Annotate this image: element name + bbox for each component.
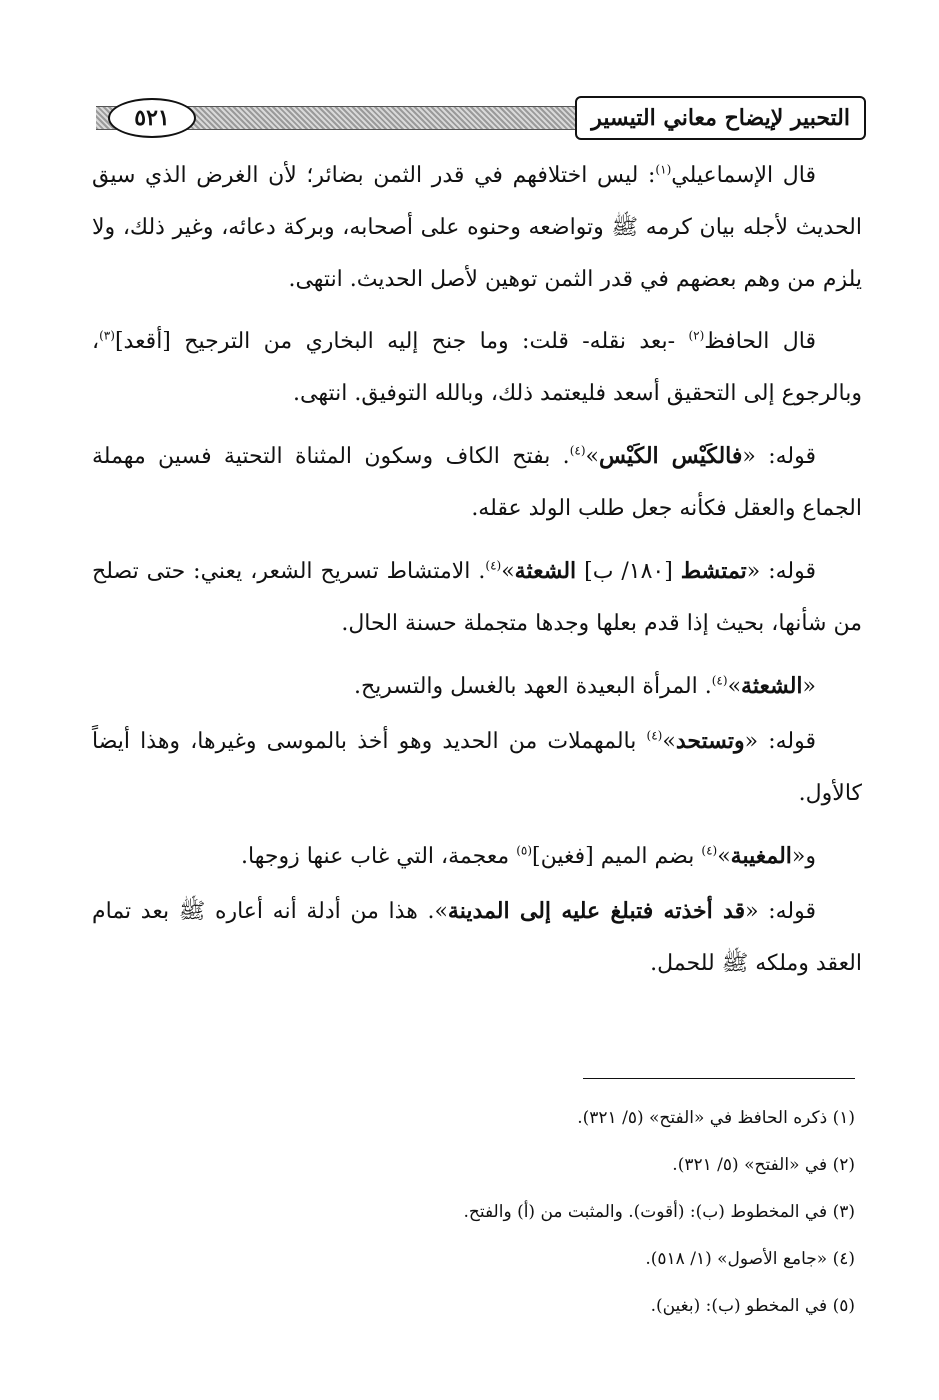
footnote-5: (٥) في المخطو (ب): (بغين). [650, 1296, 855, 1316]
text: قوله: « [745, 899, 816, 924]
quoted-term: وتستحد [675, 728, 745, 754]
footnote-ref: (٤) [569, 443, 586, 458]
quoted-term: الشعثة [514, 558, 577, 584]
paragraph-2 [92, 316, 862, 420]
paragraph-4 [92, 545, 862, 650]
footnote-ref: (٤) [485, 558, 502, 573]
text: قال الإسماعيلي [671, 163, 816, 188]
quoted-term: قد أخذته فتبلغ عليه إلى المدينة [447, 898, 746, 924]
quoted-term: تمتشط [680, 558, 747, 584]
text: . الامتشاط تسريح الشعر، يعني: حتى تصلح من شأنها، بحيث إذا قدم بعلها وجدها متجملة حسنة الحال. [92, 559, 862, 636]
text: و« [791, 844, 816, 869]
text: بالمهملات من الحديد وهو أخذ بالموسى وغيرها، وهذا أيضاً كالأول. [92, 729, 862, 806]
footnote-separator [583, 1078, 855, 1079]
text: قوله: « [744, 729, 816, 754]
text: : ليس اختلافهم في قدر الثمن بضائر؛ لأن الغرض الذي سيق الحديث لأجله بيان كرمه ﷺ وتواضعه وحنوه على أصحابه، وبركة دعائه، وغير ذلك، ولا يلزم من وهم بعضهم في قدر الثمن توهين لأصل الحديث. انتهى. [92, 163, 862, 292]
text: . المرأة البعيدة العهد بالغسل والتسريح. [353, 674, 712, 699]
quoted-term: فالكَيْس الكَيْس [598, 443, 743, 469]
paragraph-6 [92, 715, 862, 820]
paragraph-7 [92, 830, 862, 883]
footnote-1: (١) ذكره الحافظ في «الفتح» (٥/ ٣٢١). [577, 1108, 855, 1128]
footnote-ref: (٣) [99, 328, 115, 343]
footnote-ref: (٥) [516, 843, 533, 858]
text: » [501, 559, 515, 584]
text: قال الحافظ [704, 329, 816, 354]
footnote-ref: (٤) [646, 728, 663, 743]
text: قوله: « [742, 444, 816, 469]
footnote-3: (٣) في المخطوط (ب): (أقوت). والمثبت من (أ) والفتح. [463, 1202, 855, 1222]
text: . بفتح الكاف وسكون المثناة التحتية فسين مهملة الجماع والعقل فكأنه جعل طلب الولد عقله. [92, 444, 862, 521]
paragraph-1 [92, 150, 862, 306]
paragraph-3 [92, 430, 862, 535]
text: -بعد نقله- قلت: وما جنح إليه البخاري من الترجيح [أقعد] [114, 329, 689, 354]
quoted-term: الشعثة [741, 673, 803, 699]
manuscript-folio-ref: [١٨٠/ ب] [576, 559, 681, 584]
main-text [92, 150, 862, 1000]
text: » [717, 844, 731, 869]
running-title: التحبير لإيضاح معاني التيسير [575, 96, 866, 140]
footnote-2: (٢) في «الفتح» (٥/ ٣٢١). [672, 1155, 855, 1175]
footnote-4: (٤) «جامع الأصول» (١/ ٥١٨). [645, 1249, 855, 1269]
footnotes [85, 1108, 855, 1343]
footnote-ref: (٤) [701, 843, 718, 858]
text: قوله: « [746, 559, 817, 584]
text: ، وبالرجوع إلى التحقيق أسعد فليعتمد ذلك، وبالله التوفيق. انتهى. [92, 329, 862, 406]
footnote-ref: (٤) [711, 673, 728, 688]
text: « [802, 674, 816, 699]
page-number: ٥٢١ [108, 98, 196, 138]
footnote-ref: (٢) [688, 328, 705, 343]
text: بضم الميم [فغين] [532, 844, 702, 869]
text: » [727, 674, 742, 699]
text: ». هذا من أدلة أنه أعاره ﷺ بعد تمام العقد وملكه ﷺ للحمل. [92, 899, 862, 976]
paragraph-8 [92, 885, 862, 990]
quoted-term: المغيبة [730, 843, 792, 869]
text: » [585, 444, 599, 469]
text: معجمة، التي غاب عنها زوجها. [241, 844, 517, 869]
page-header [96, 98, 866, 140]
paragraph-5 [92, 660, 862, 713]
text: » [662, 729, 676, 754]
footnote-ref: (١) [655, 162, 672, 177]
